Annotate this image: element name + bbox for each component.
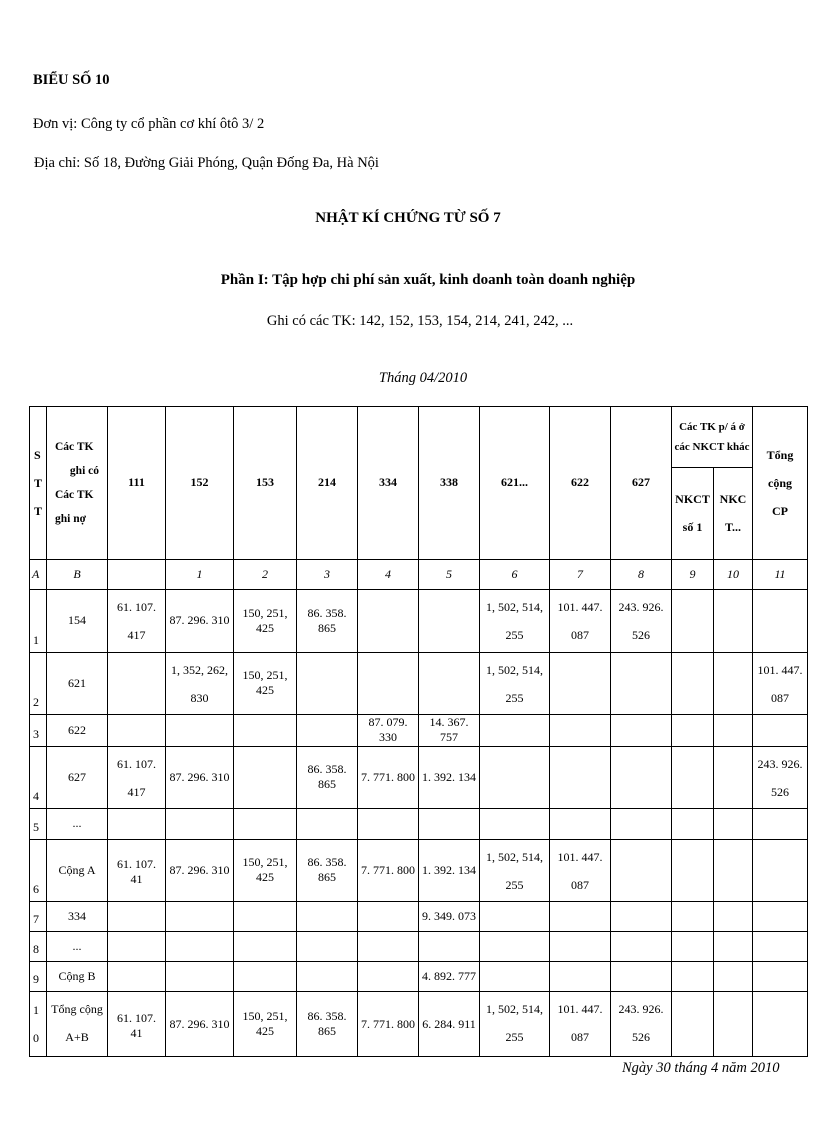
- col-214-cell: [297, 809, 358, 839]
- col-153-cell: 150, 251, 425: [234, 652, 297, 715]
- col-153-cell: [234, 961, 297, 991]
- form-number: BIỂU SỐ 10: [33, 72, 110, 88]
- index-cell: 2: [234, 559, 297, 589]
- col-152-header: 152: [166, 407, 234, 560]
- col-627-cell: 243. 926. 526: [611, 589, 672, 652]
- col-152-cell: 1, 352, 262, 830: [166, 652, 234, 715]
- nkct-other-header: NKC T...: [714, 467, 753, 559]
- nkct-1-cell: [672, 589, 714, 652]
- col-627-cell: [611, 715, 672, 746]
- index-cell: 1: [166, 559, 234, 589]
- col-214-cell: 86. 358. 865: [297, 992, 358, 1057]
- stt-cell: 6: [30, 839, 47, 902]
- account-cell: Cộng A: [47, 839, 108, 902]
- table-row: [30, 715, 808, 746]
- col-153-header: 153: [234, 407, 297, 560]
- col-111-cell: [108, 902, 166, 931]
- table-row: [30, 839, 808, 902]
- nkct-1-cell: [672, 715, 714, 746]
- other-nkct-group-header: Các TK p/ á ở các NKCT khác: [672, 407, 753, 468]
- total-cell: [753, 931, 808, 961]
- table-row: [30, 652, 808, 715]
- total-cell: [753, 902, 808, 931]
- total-cell: [753, 992, 808, 1057]
- col-111-cell: 61. 107. 417: [108, 746, 166, 809]
- col-214-cell: 86. 358. 865: [297, 589, 358, 652]
- total-cell: [753, 589, 808, 652]
- account-cell: 627: [47, 746, 108, 809]
- stt-cell: 4: [30, 746, 47, 809]
- col-334-cell: [358, 902, 419, 931]
- index-cell: 6: [480, 559, 550, 589]
- column-index-row: [30, 559, 808, 589]
- col-621-cell: 1, 502, 514, 255: [480, 652, 550, 715]
- index-cell: 4: [358, 559, 419, 589]
- nkct-other-cell: [714, 961, 753, 991]
- total-header: Tổng cộng CP: [753, 407, 808, 560]
- account-cell: 154: [47, 589, 108, 652]
- nkct-1-cell: [672, 992, 714, 1057]
- col-334-cell: [358, 652, 419, 715]
- col-111-header: 111: [108, 407, 166, 560]
- nkct-other-cell: [714, 715, 753, 746]
- col-627-cell: [611, 652, 672, 715]
- col-334-header: 334: [358, 407, 419, 560]
- col-152-cell: [166, 931, 234, 961]
- period-label: Tháng 04/2010: [378, 370, 468, 386]
- index-cell: A: [30, 559, 47, 589]
- account-cell: 621: [47, 652, 108, 715]
- account-cell: Tổng cộng A+B: [47, 992, 108, 1057]
- col-622-cell: [550, 961, 611, 991]
- col-338-cell: 1. 392. 134: [419, 839, 480, 902]
- col-621-cell: [480, 961, 550, 991]
- index-cell: 8: [611, 559, 672, 589]
- nkct-1-cell: [672, 746, 714, 809]
- table-row: [30, 992, 808, 1057]
- nkct-other-cell: [714, 902, 753, 931]
- index-cell: 11: [753, 559, 808, 589]
- col-627-cell: [611, 839, 672, 902]
- company-unit: Đơn vị: Công ty cổ phần cơ khí ôtô 3/ 2: [33, 116, 265, 132]
- total-cell: [753, 839, 808, 902]
- col-334-cell: [358, 961, 419, 991]
- stt-cell: 3: [30, 715, 47, 746]
- nkct-1-header: NKCT số 1: [672, 467, 714, 559]
- col-214-cell: [297, 652, 358, 715]
- col-621-header: 621...: [480, 407, 550, 560]
- account-cell: 622: [47, 715, 108, 746]
- account-diagonal-header: Các TK ghi có Các TK ghi nợ: [47, 407, 108, 560]
- col-152-cell: 87. 296. 310: [166, 839, 234, 902]
- col-111-cell: 61. 107. 41: [108, 992, 166, 1057]
- col-622-header: 622: [550, 407, 611, 560]
- col-627-cell: [611, 902, 672, 931]
- index-cell: 3: [297, 559, 358, 589]
- index-cell: 7: [550, 559, 611, 589]
- col-338-cell: 14. 367. 757: [419, 715, 480, 746]
- col-622-cell: [550, 931, 611, 961]
- col-338-cell: [419, 809, 480, 839]
- account-cell: ...: [47, 809, 108, 839]
- table-row: [30, 589, 808, 652]
- nkct-other-cell: [714, 809, 753, 839]
- col-152-cell: 87. 296. 310: [166, 746, 234, 809]
- col-622-cell: [550, 809, 611, 839]
- nkct-1-cell: [672, 902, 714, 931]
- col-152-cell: [166, 809, 234, 839]
- col-152-cell: 87. 296. 310: [166, 589, 234, 652]
- col-214-header: 214: [297, 407, 358, 560]
- col-111-cell: 61. 107. 41: [108, 839, 166, 902]
- company-address: Địa chỉ: Số 18, Đường Giải Phóng, Quận Đống Đa, Hà Nội: [34, 155, 379, 171]
- stt-cell: 1 0: [30, 992, 47, 1057]
- col-338-cell: 1. 392. 134: [419, 746, 480, 809]
- col-627-cell: 243. 926. 526: [611, 992, 672, 1057]
- nkct-1-cell: [672, 652, 714, 715]
- index-cell: 9: [672, 559, 714, 589]
- nkct-other-cell: [714, 746, 753, 809]
- credit-accounts-line: Ghi có các TK: 142, 152, 153, 154, 214, 241, 242, ...: [266, 313, 574, 329]
- col-621-cell: [480, 931, 550, 961]
- col-153-cell: 150, 251, 425: [234, 839, 297, 902]
- col-153-cell: [234, 931, 297, 961]
- col-214-cell: [297, 902, 358, 931]
- col-621-cell: 1, 502, 514, 255: [480, 992, 550, 1057]
- account-cell: 334: [47, 902, 108, 931]
- nkct-1-cell: [672, 839, 714, 902]
- total-cell: [753, 809, 808, 839]
- stt-cell: 8: [30, 931, 47, 961]
- col-334-cell: 7. 771. 800: [358, 746, 419, 809]
- col-338-header: 338: [419, 407, 480, 560]
- col-334-cell: [358, 589, 419, 652]
- total-cell: 243. 926. 526: [753, 746, 808, 809]
- col-214-cell: [297, 961, 358, 991]
- account-cell: Cộng B: [47, 961, 108, 991]
- col-214-cell: [297, 715, 358, 746]
- index-cell: B: [47, 559, 108, 589]
- col-153-cell: 150, 251, 425: [234, 992, 297, 1057]
- col-111-cell: [108, 931, 166, 961]
- col-152-cell: 87. 296. 310: [166, 992, 234, 1057]
- table-row: [30, 931, 808, 961]
- nkct-other-cell: [714, 652, 753, 715]
- total-cell: [753, 961, 808, 991]
- col-622-cell: 101. 447. 087: [550, 589, 611, 652]
- col-627-cell: [611, 746, 672, 809]
- col-338-cell: [419, 652, 480, 715]
- nkct-1-cell: [672, 931, 714, 961]
- part-title: Phần I: Tập hợp chi phí sản xuất, kinh doanh toàn doanh nghiệp: [220, 272, 636, 288]
- col-338-cell: [419, 589, 480, 652]
- stt-cell: 1: [30, 589, 47, 652]
- col-621-cell: [480, 809, 550, 839]
- col-334-cell: 87. 079. 330: [358, 715, 419, 746]
- index-cell: 10: [714, 559, 753, 589]
- col-152-cell: [166, 715, 234, 746]
- col-214-cell: [297, 931, 358, 961]
- col-214-cell: 86. 358. 865: [297, 839, 358, 902]
- index-cell: [108, 559, 166, 589]
- cost-journal-table: [29, 406, 808, 1057]
- col-334-cell: [358, 931, 419, 961]
- col-621-cell: 1, 502, 514, 255: [480, 589, 550, 652]
- table-row: [30, 902, 808, 931]
- col-153-cell: 150, 251, 425: [234, 589, 297, 652]
- account-cell: ...: [47, 931, 108, 961]
- stt-cell: 5: [30, 809, 47, 839]
- col-111-cell: [108, 715, 166, 746]
- nkct-1-cell: [672, 961, 714, 991]
- col-334-cell: 7. 771. 800: [358, 992, 419, 1057]
- table-row: [30, 961, 808, 991]
- col-338-cell: 9. 349. 073: [419, 902, 480, 931]
- index-cell: 5: [419, 559, 480, 589]
- total-cell: 101. 447. 087: [753, 652, 808, 715]
- col-622-cell: [550, 715, 611, 746]
- col-152-cell: [166, 902, 234, 931]
- col-111-cell: [108, 809, 166, 839]
- col-621-cell: [480, 715, 550, 746]
- nkct-other-cell: [714, 589, 753, 652]
- sign-date: Ngày 30 tháng 4 năm 2010: [622, 1060, 780, 1076]
- col-153-cell: [234, 746, 297, 809]
- stt-cell: 7: [30, 902, 47, 931]
- col-627-cell: [611, 931, 672, 961]
- table-row: [30, 809, 808, 839]
- col-621-cell: 1, 502, 514, 255: [480, 839, 550, 902]
- col-334-cell: 7. 771. 800: [358, 839, 419, 902]
- col-153-cell: [234, 902, 297, 931]
- col-214-cell: 86. 358. 865: [297, 746, 358, 809]
- table-row: [30, 746, 808, 809]
- stt-cell: 9: [30, 961, 47, 991]
- col-621-cell: [480, 902, 550, 931]
- col-111-cell: [108, 961, 166, 991]
- col-622-cell: 101. 447. 087: [550, 992, 611, 1057]
- nkct-other-cell: [714, 992, 753, 1057]
- col-111-cell: 61. 107. 417: [108, 589, 166, 652]
- col-153-cell: [234, 809, 297, 839]
- col-627-cell: [611, 961, 672, 991]
- nkct-1-cell: [672, 809, 714, 839]
- col-338-cell: [419, 931, 480, 961]
- col-111-cell: [108, 652, 166, 715]
- col-622-cell: 101. 447. 087: [550, 839, 611, 902]
- col-627-cell: [611, 809, 672, 839]
- nkct-other-cell: [714, 931, 753, 961]
- col-338-cell: 6. 284. 911: [419, 992, 480, 1057]
- stt-cell: 2: [30, 652, 47, 715]
- stt-header: S T T: [30, 407, 47, 560]
- col-621-cell: [480, 746, 550, 809]
- col-152-cell: [166, 961, 234, 991]
- col-627-header: 627: [611, 407, 672, 560]
- header-row-1: [30, 407, 808, 468]
- col-153-cell: [234, 715, 297, 746]
- nkct-other-cell: [714, 839, 753, 902]
- col-334-cell: [358, 809, 419, 839]
- col-622-cell: [550, 746, 611, 809]
- col-338-cell: 4. 892. 777: [419, 961, 480, 991]
- total-cell: [753, 715, 808, 746]
- col-622-cell: [550, 902, 611, 931]
- col-622-cell: [550, 652, 611, 715]
- journal-title: NHẬT KÍ CHỨNG TỪ SỐ 7: [315, 210, 501, 226]
